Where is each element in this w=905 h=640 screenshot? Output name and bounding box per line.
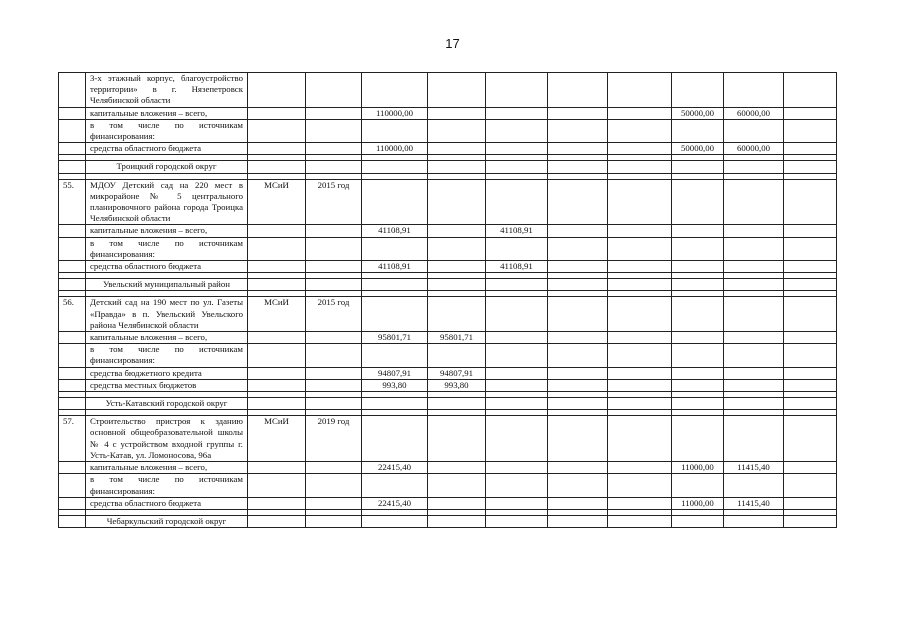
empty-cell	[784, 398, 837, 410]
amount-cell	[362, 237, 428, 260]
amount-cell: 60000,00	[724, 143, 784, 155]
amount-cell	[428, 497, 486, 509]
funding-label: в том числе по источникам финансирования:	[86, 119, 248, 142]
empty-cell	[428, 279, 486, 291]
empty-cell	[672, 279, 724, 291]
responsible-org	[248, 225, 306, 237]
amount-cell: 993,80	[428, 379, 486, 391]
amount-cell: 22415,40	[362, 462, 428, 474]
amount-cell	[608, 367, 672, 379]
empty-cell	[724, 279, 784, 291]
funding-row	[59, 143, 837, 155]
amount-cell: 11000,00	[672, 497, 724, 509]
amount-cell: 41108,91	[486, 225, 548, 237]
amount-cell	[784, 416, 837, 462]
empty-cell	[548, 279, 608, 291]
empty-cell	[784, 161, 837, 173]
amount-cell	[724, 297, 784, 332]
object-name: 3-х этажный корпус, благоустройство территории» в г. Нязепетровск Челябинской области	[86, 73, 248, 108]
region-header-row	[59, 161, 837, 173]
responsible-org	[248, 367, 306, 379]
amount-cell	[486, 297, 548, 332]
funding-label: капитальные вложения – всего,	[86, 225, 248, 237]
amount-cell	[548, 462, 608, 474]
amount-cell	[672, 73, 724, 108]
funding-label: средства областного бюджета	[86, 497, 248, 509]
object-name: Детский сад на 190 мест по ул. Газеты «Правда» в п. Увельский Увельского района Челябинской области	[86, 297, 248, 332]
row-number	[59, 379, 86, 391]
responsible-org	[248, 497, 306, 509]
amount-cell	[486, 462, 548, 474]
row-number-cell	[59, 398, 86, 410]
amount-cell	[608, 332, 672, 344]
amount-cell	[724, 179, 784, 225]
amount-cell: 95801,71	[362, 332, 428, 344]
amount-cell	[428, 179, 486, 225]
amount-cell	[608, 474, 672, 497]
amount-cell	[548, 297, 608, 332]
object-row	[59, 297, 837, 332]
amount-cell	[784, 332, 837, 344]
amount-cell	[428, 143, 486, 155]
empty-cell	[608, 279, 672, 291]
amount-cell	[428, 73, 486, 108]
amount-cell	[784, 462, 837, 474]
row-number	[59, 107, 86, 119]
amount-cell	[486, 73, 548, 108]
amount-cell	[784, 179, 837, 225]
funding-row	[59, 379, 837, 391]
amount-cell	[672, 332, 724, 344]
funding-label: в том числе по источникам финансирования:	[86, 474, 248, 497]
object-name: Строительство пристроя к зданию основной общеобразовательной школы № 4 с устройством входной группы г. Усть-Катав, ул. Ломоносова, 96а	[86, 416, 248, 462]
completion-year	[306, 261, 362, 273]
funding-row	[59, 261, 837, 273]
amount-cell	[428, 225, 486, 237]
object-name: МДОУ Детский сад на 220 мест в микрорайоне № 5 центрального планировочного района города Троицка Челябинской области	[86, 179, 248, 225]
amount-cell	[548, 143, 608, 155]
amount-cell	[608, 119, 672, 142]
amount-cell	[784, 379, 837, 391]
empty-cell	[486, 515, 548, 527]
empty-cell	[784, 279, 837, 291]
amount-cell: 993,80	[362, 379, 428, 391]
amount-cell	[608, 344, 672, 367]
amount-cell	[672, 261, 724, 273]
row-number	[59, 344, 86, 367]
amount-cell	[608, 497, 672, 509]
empty-cell	[362, 161, 428, 173]
amount-cell	[548, 179, 608, 225]
empty-cell	[362, 515, 428, 527]
funding-label: средства бюджетного кредита	[86, 367, 248, 379]
amount-cell	[548, 237, 608, 260]
empty-cell	[672, 515, 724, 527]
amount-cell	[724, 261, 784, 273]
amount-cell	[362, 119, 428, 142]
amount-cell	[428, 462, 486, 474]
funding-row	[59, 225, 837, 237]
amount-cell	[784, 297, 837, 332]
amount-cell	[486, 107, 548, 119]
empty-cell	[248, 398, 306, 410]
funding-label: средства местных бюджетов	[86, 379, 248, 391]
amount-cell: 41108,91	[362, 261, 428, 273]
amount-cell	[608, 73, 672, 108]
empty-cell	[608, 161, 672, 173]
completion-year	[306, 474, 362, 497]
empty-cell	[672, 398, 724, 410]
completion-year	[306, 73, 362, 108]
object-row	[59, 73, 837, 108]
amount-cell: 41108,91	[362, 225, 428, 237]
responsible-org: МСиИ	[248, 416, 306, 462]
amount-cell	[548, 261, 608, 273]
responsible-org	[248, 73, 306, 108]
amount-cell	[428, 261, 486, 273]
amount-cell	[548, 497, 608, 509]
funding-label: в том числе по источникам финансирования:	[86, 344, 248, 367]
amount-cell	[548, 474, 608, 497]
amount-cell: 11415,40	[724, 497, 784, 509]
responsible-org: МСиИ	[248, 297, 306, 332]
amount-cell	[672, 119, 724, 142]
amount-cell	[672, 179, 724, 225]
funding-label: капитальные вложения – всего,	[86, 332, 248, 344]
amount-cell	[548, 367, 608, 379]
empty-cell	[306, 398, 362, 410]
amount-cell	[548, 225, 608, 237]
empty-cell	[608, 398, 672, 410]
amount-cell	[428, 119, 486, 142]
empty-cell	[306, 515, 362, 527]
funding-row	[59, 474, 837, 497]
empty-cell	[486, 161, 548, 173]
amount-cell	[784, 107, 837, 119]
amount-cell	[724, 474, 784, 497]
completion-year	[306, 379, 362, 391]
amount-cell	[486, 344, 548, 367]
row-number: 57.	[59, 416, 86, 462]
empty-cell	[248, 279, 306, 291]
amount-cell	[428, 107, 486, 119]
empty-cell	[486, 398, 548, 410]
region-header-row	[59, 279, 837, 291]
amount-cell: 94807,91	[362, 367, 428, 379]
completion-year	[306, 497, 362, 509]
amount-cell	[784, 225, 837, 237]
row-number: 55.	[59, 179, 86, 225]
funding-label: капитальные вложения – всего,	[86, 462, 248, 474]
funding-label: средства областного бюджета	[86, 143, 248, 155]
row-number-cell	[59, 279, 86, 291]
amount-cell: 50000,00	[672, 107, 724, 119]
amount-cell	[362, 474, 428, 497]
completion-year	[306, 462, 362, 474]
amount-cell	[362, 344, 428, 367]
empty-cell	[362, 279, 428, 291]
amount-cell: 22415,40	[362, 497, 428, 509]
amount-cell	[784, 73, 837, 108]
completion-year	[306, 143, 362, 155]
amount-cell	[428, 237, 486, 260]
amount-cell	[672, 344, 724, 367]
amount-cell	[784, 119, 837, 142]
amount-cell	[672, 416, 724, 462]
amount-cell	[608, 225, 672, 237]
funding-label: средства областного бюджета	[86, 261, 248, 273]
completion-year: 2019 год	[306, 416, 362, 462]
amount-cell	[724, 73, 784, 108]
row-number	[59, 332, 86, 344]
amount-cell: 11415,40	[724, 462, 784, 474]
region-header-row	[59, 515, 837, 527]
amount-cell	[362, 73, 428, 108]
empty-cell	[428, 515, 486, 527]
completion-year	[306, 119, 362, 142]
amount-cell	[784, 344, 837, 367]
region-name: Усть-Катавский городской округ	[86, 398, 248, 410]
funding-label: капитальные вложения – всего,	[86, 107, 248, 119]
amount-cell	[724, 225, 784, 237]
amount-cell	[784, 261, 837, 273]
responsible-org	[248, 143, 306, 155]
amount-cell: 50000,00	[672, 143, 724, 155]
amount-cell	[486, 237, 548, 260]
row-number	[59, 497, 86, 509]
amount-cell: 11000,00	[672, 462, 724, 474]
responsible-org: МСиИ	[248, 179, 306, 225]
empty-cell	[784, 515, 837, 527]
row-number-cell	[59, 161, 86, 173]
empty-cell	[608, 515, 672, 527]
amount-cell	[486, 143, 548, 155]
amount-cell	[486, 497, 548, 509]
amount-cell	[784, 474, 837, 497]
empty-cell	[306, 279, 362, 291]
amount-cell	[784, 237, 837, 260]
amount-cell	[486, 367, 548, 379]
amount-cell	[362, 297, 428, 332]
funding-row	[59, 497, 837, 509]
amount-cell	[724, 332, 784, 344]
amount-cell	[548, 119, 608, 142]
empty-cell	[428, 398, 486, 410]
amount-cell	[548, 416, 608, 462]
amount-cell	[548, 332, 608, 344]
amount-cell	[428, 344, 486, 367]
row-number	[59, 237, 86, 260]
completion-year	[306, 367, 362, 379]
amount-cell	[428, 297, 486, 332]
amount-cell	[548, 107, 608, 119]
amount-cell	[548, 344, 608, 367]
completion-year: 2015 год	[306, 297, 362, 332]
amount-cell	[608, 462, 672, 474]
responsible-org	[248, 107, 306, 119]
object-row	[59, 416, 837, 462]
region-name: Чебаркульский городской округ	[86, 515, 248, 527]
responsible-org	[248, 474, 306, 497]
funding-row	[59, 107, 837, 119]
row-number	[59, 462, 86, 474]
amount-cell: 95801,71	[428, 332, 486, 344]
amount-cell	[672, 237, 724, 260]
empty-cell	[724, 515, 784, 527]
empty-cell	[306, 161, 362, 173]
empty-cell	[724, 161, 784, 173]
empty-cell	[248, 515, 306, 527]
row-number: 56.	[59, 297, 86, 332]
row-number	[59, 119, 86, 142]
amount-cell	[428, 474, 486, 497]
row-number	[59, 474, 86, 497]
completion-year	[306, 332, 362, 344]
row-number	[59, 367, 86, 379]
object-row	[59, 179, 837, 225]
amount-cell	[784, 367, 837, 379]
region-name: Троицкий городской округ	[86, 161, 248, 173]
amount-cell	[608, 107, 672, 119]
amount-cell: 60000,00	[724, 107, 784, 119]
amount-cell	[672, 379, 724, 391]
amount-cell	[724, 367, 784, 379]
empty-cell	[548, 398, 608, 410]
page-number: 17	[445, 36, 460, 51]
responsible-org	[248, 462, 306, 474]
empty-cell	[548, 161, 608, 173]
funding-row	[59, 332, 837, 344]
amount-cell	[486, 119, 548, 142]
responsible-org	[248, 332, 306, 344]
amount-cell	[486, 332, 548, 344]
region-name: Увельский муниципальный район	[86, 279, 248, 291]
amount-cell: 110000,00	[362, 107, 428, 119]
funding-row	[59, 237, 837, 260]
empty-cell	[428, 161, 486, 173]
responsible-org	[248, 344, 306, 367]
responsible-org	[248, 379, 306, 391]
amount-cell	[672, 297, 724, 332]
amount-cell	[608, 261, 672, 273]
row-number	[59, 261, 86, 273]
responsible-org	[248, 261, 306, 273]
empty-cell	[672, 161, 724, 173]
amount-cell	[548, 73, 608, 108]
amount-cell	[608, 416, 672, 462]
region-header-row	[59, 398, 837, 410]
funding-row	[59, 367, 837, 379]
empty-cell	[724, 398, 784, 410]
amount-cell: 110000,00	[362, 143, 428, 155]
amount-cell	[362, 179, 428, 225]
amount-cell	[548, 379, 608, 391]
amount-cell	[724, 237, 784, 260]
row-number	[59, 73, 86, 108]
empty-cell	[248, 161, 306, 173]
completion-year	[306, 344, 362, 367]
amount-cell	[672, 474, 724, 497]
amount-cell	[362, 416, 428, 462]
completion-year	[306, 107, 362, 119]
amount-cell: 41108,91	[486, 261, 548, 273]
row-number-cell	[59, 515, 86, 527]
amount-cell	[486, 416, 548, 462]
amount-cell	[608, 297, 672, 332]
empty-cell	[548, 515, 608, 527]
amount-cell	[428, 416, 486, 462]
amount-cell	[608, 179, 672, 225]
amount-cell	[724, 344, 784, 367]
completion-year	[306, 225, 362, 237]
amount-cell	[608, 237, 672, 260]
amount-cell	[486, 474, 548, 497]
empty-cell	[486, 279, 548, 291]
amount-cell	[486, 179, 548, 225]
amount-cell	[724, 119, 784, 142]
completion-year	[306, 237, 362, 260]
funding-label: в том числе по источникам финансирования:	[86, 237, 248, 260]
amount-cell	[784, 497, 837, 509]
amount-cell	[608, 379, 672, 391]
funding-row	[59, 344, 837, 367]
funding-row	[59, 119, 837, 142]
completion-year: 2015 год	[306, 179, 362, 225]
amount-cell	[672, 367, 724, 379]
amount-cell	[724, 416, 784, 462]
amount-cell: 94807,91	[428, 367, 486, 379]
amount-cell	[724, 379, 784, 391]
responsible-org	[248, 119, 306, 142]
responsible-org	[248, 237, 306, 260]
funding-row	[59, 462, 837, 474]
amount-cell	[608, 143, 672, 155]
amount-cell	[486, 379, 548, 391]
amount-cell	[784, 143, 837, 155]
budget-table	[58, 72, 837, 528]
row-number	[59, 143, 86, 155]
empty-cell	[362, 398, 428, 410]
row-number	[59, 225, 86, 237]
amount-cell	[672, 225, 724, 237]
